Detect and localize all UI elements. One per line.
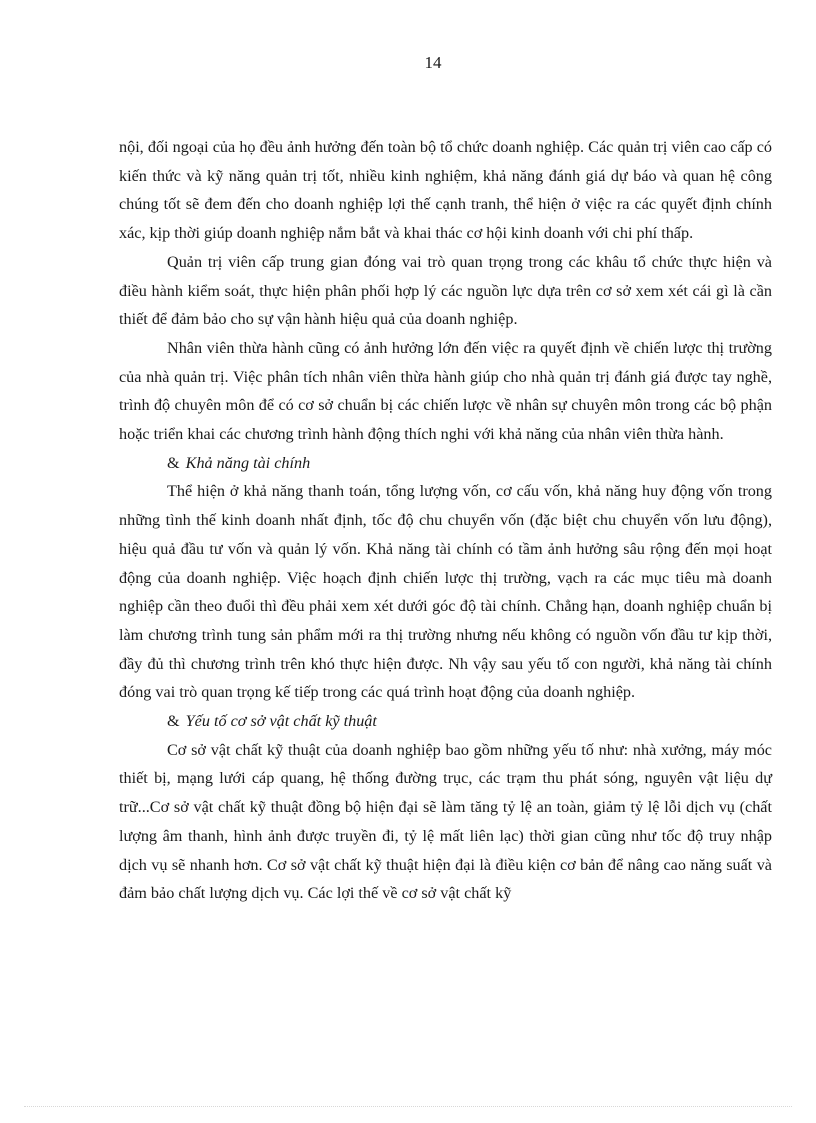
body-text [119,133,772,908]
paragraph-staff: Nhân viên thừa hành cũng có ảnh hưởng lớn đến việc ra quyết định về chiến lược thị trường của nhà quản trị. Việc phân tích nhân viên thừa hành giúp cho nhà quản trị đánh giá được tay nghề, trình độ chuyên môn để có cơ sở chuẩn bị các chiến lược về nhân sự chuyên môn trong các bộ phận hoặc triển khai các chương trình hành động thích nghi với khả năng của nhân viên thừa hành. [119,338,772,444]
heading-bullet-icon: & [167,712,180,731]
heading-text: Yếu tố cơ sở vật chất kỹ thuật [185,712,377,731]
paragraph-infrastructure: Cơ sở vật chất kỹ thuật của doanh nghiệp bao gồm những yếu tố như: nhà xưởng, máy móc thiết bị, mạng lưới cáp quang, hệ thống đường trục, các trạm thu phát sóng, nguyên vật liệu dự trữ...Cơ sở vật chất kỹ thuật đồng bộ hiện đại sẽ làm tăng tỷ lệ an toàn, giảm tỷ lệ lỗi dịch vụ (chất lượng âm thanh, hình ảnh được truyền đi, tỷ lệ mất liên lạc) thời gian cũng như tốc độ truy nhập dịch vụ sẽ nhanh hơn. Cơ sở vật chất kỹ thuật hiện đại là điều kiện cơ bản để nâng cao năng suất và đảm bảo chất lượng dịch vụ. Các lợi thế về cơ sở vật chất kỹ [119,740,772,903]
heading-text: Khả năng tài chính [185,453,311,472]
section-heading-infrastructure [119,707,772,736]
page-number: 14 [424,53,442,72]
paragraph-senior-managers: nội, đối ngoại của họ đều ảnh hưởng đến toàn bộ tổ chức doanh nghiệp. Các quản trị viên cao cấp có kiến thức và kỹ năng quản trị tốt, nhiều kinh nghiệm, khả năng đánh giá dự báo và quan hệ công chúng tốt sẽ đem đến cho doanh nghiệp lợi thế cạnh tranh, thể hiện ở việc ra các quyết định chính xác, kịp thời giúp doanh nghiệp nắm bắt và khai thác cơ hội kinh doanh với chi phí thấp. [119,138,772,243]
section-heading-finance [119,449,772,478]
page-bottom-divider [24,1106,792,1107]
heading-bullet-icon: & [167,453,180,472]
paragraph-middle-managers: Quản trị viên cấp trung gian đóng vai trò quan trọng trong các khâu tổ chức thực hiện và điều hành kiểm soát, thực hiện phân phối hợp lý các nguồn lực dựa trên cơ sở xem xét cái gì là cần thiết để đảm bảo cho sự vận hành hiệu quả của doanh nghiệp. [119,252,772,329]
paragraph-finance: Thể hiện ở khả năng thanh toán, tổng lượng vốn, cơ cấu vốn, khả năng huy động vốn trong những tình thế kinh doanh nhất định, tốc độ chu chuyển vốn (đặc biệt chu chuyển vốn lưu động), hiệu quả đầu tư vốn và quản lý vốn. Khả năng tài chính có tầm ảnh hưởng sâu rộng đến mọi hoạt động của doanh nghiệp. Việc hoạch định chiến lược thị trường, vạch ra các mục tiêu mà doanh nghiệp cần theo đuổi thì đều phải xem xét dưới góc độ tài chính. Chẳng hạn, doanh nghiệp chuẩn bị làm chương trình tung sản phẩm mới ra thị trường nhưng nếu không có nguồn vốn đầu tư kịp thời, đầy đủ thì chương trình trên khó thực hiện được. Nh vậy sau yếu tố con người, khả năng tài chính đóng vai trò quan trọng kế tiếp trong các quá trình hoạt động của doanh nghiệp. [119,482,772,702]
